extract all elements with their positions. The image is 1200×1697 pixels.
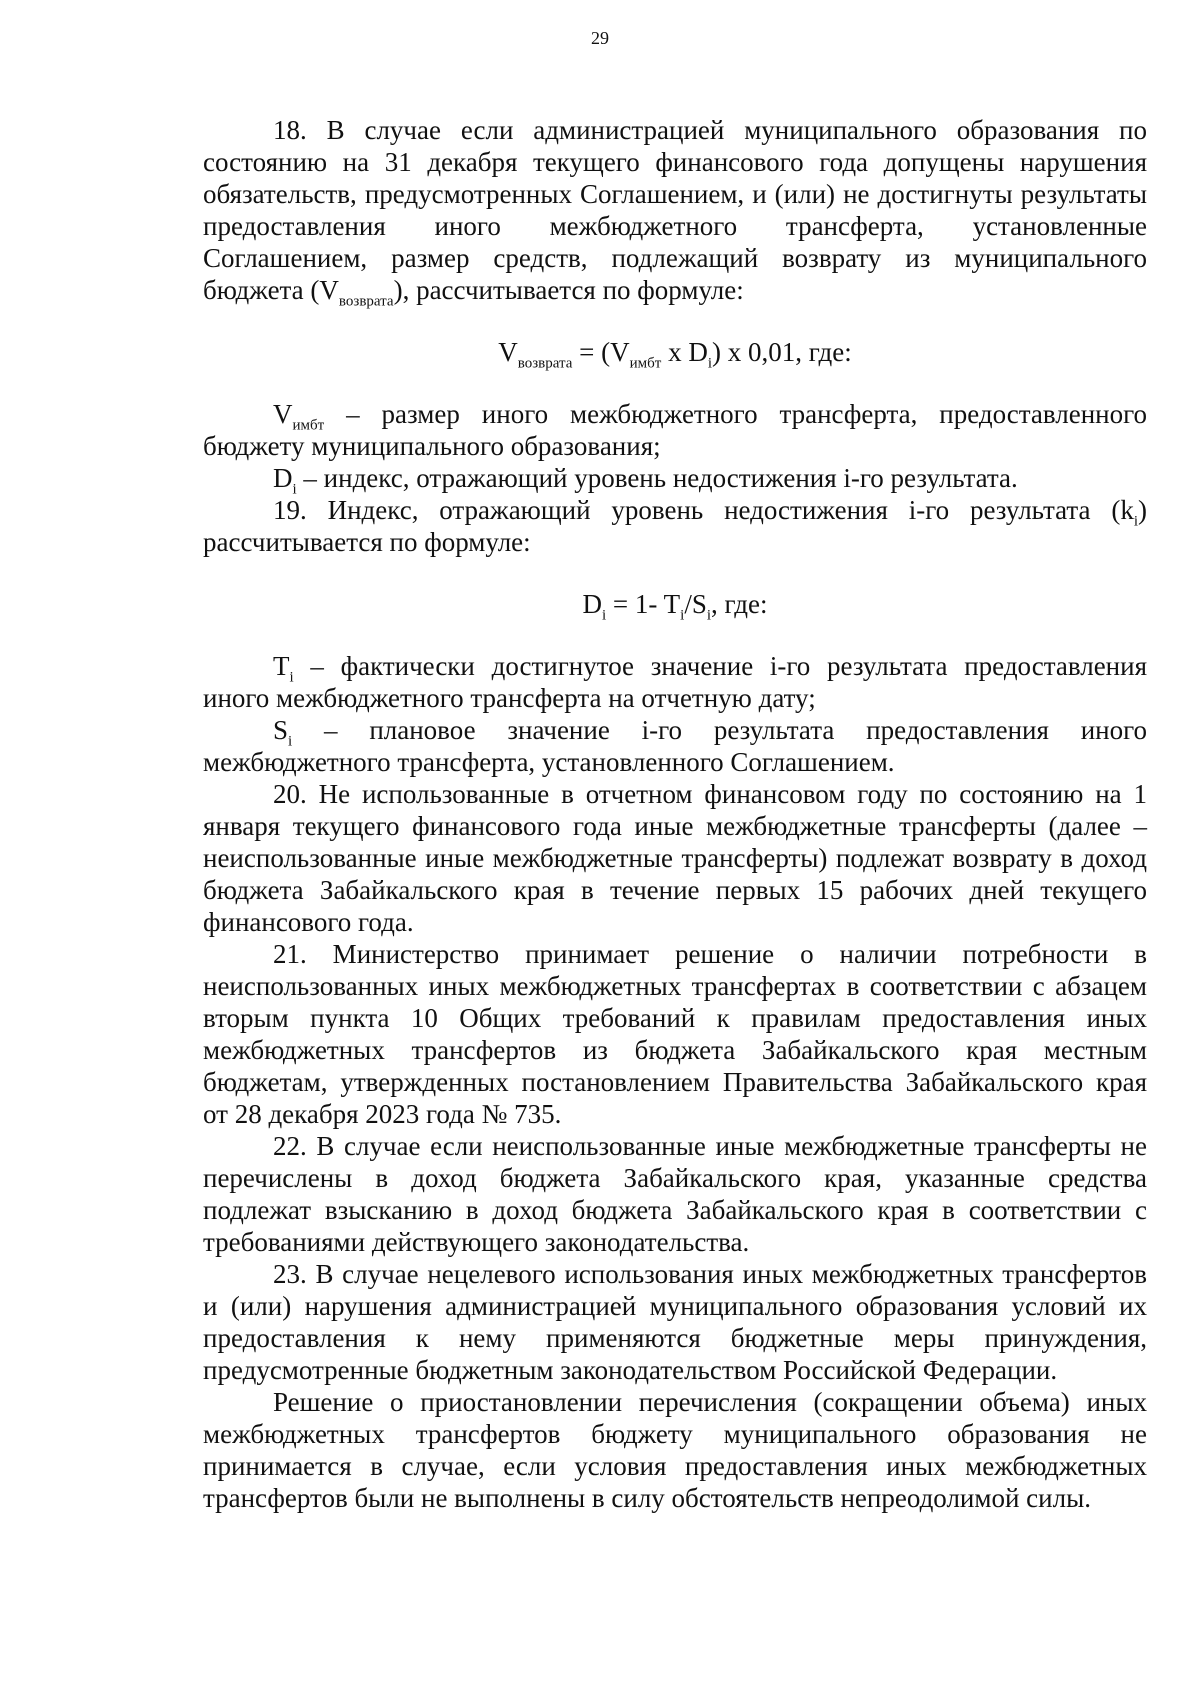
formula-part: = 1- T (606, 589, 681, 619)
formula-part: = (V (572, 337, 630, 367)
definition-text: – плановое значение i-го результата предоставления иного межбюджетного трансферта, установленного Соглашением. (203, 715, 1147, 777)
p18-text: 18. В случае если администрацией муниципального образования по состоянию на 31 декабря текущего финансового года допущены нарушения обязательств, предусмотренных Соглашением, и (или) не достигнуты результаты предоставления иного межбюджетного трансферта, установленные Соглашением, размер средств, подлежащий возврату из муниципального бюджета (V (203, 115, 1147, 305)
formula-subscript: i (602, 607, 607, 624)
definition-text: – фактически достигнутое значение i-го результата предоставления иного межбюджетного трансферта на отчетную дату; (203, 651, 1147, 713)
definition-si (203, 714, 1147, 778)
document-body (203, 114, 1147, 1514)
paragraph-decision: Решение о приостановлении перечисления (сокращении объема) иных межбюджетных трансфертов бюджету муниципального образования не принимается в случае, если условия предоставления иных межбюджетных трансфертов были не выполнены в силу обстоятельств непреодолимой силы. (203, 1387, 1147, 1513)
formula-subscript: i (706, 607, 712, 624)
formula-subscript: имбт (629, 355, 662, 372)
definition-subscript: i (288, 733, 293, 750)
definition-subscript: i (289, 669, 294, 686)
paragraph-22: 22. В случае если неиспользованные иные межбюджетные трансферты не перечислены в доход бюджета Забайкальского края, указанные средства подлежат взысканию в доход бюджета Забайкальского края в соответствии с требованиями действующего законодательства. (203, 1131, 1147, 1257)
p19-text-end: ) рассчитывается по формуле: (203, 495, 1147, 557)
formula-subscript: возврата (517, 355, 573, 372)
formula-return-amount (203, 336, 1147, 372)
definition-di (203, 462, 1147, 498)
page-number: 29 (591, 28, 609, 48)
formula-subscript: i (707, 355, 713, 372)
definition-text: – размер иного межбюджетного трансферта, предоставленного бюджету муниципального образования; (203, 399, 1147, 461)
definition-text: – индекс, отражающий уровень недостижения i-го результата. (296, 463, 1018, 493)
formula-part: x D (661, 337, 708, 367)
paragraph-20: 20. Не использованные в отчетном финансовом году по состоянию на 1 января текущего финансового года иные межбюджетные трансферты (далее – неиспользованные иные межбюджетные трансферты) подлежат возврату в доход бюджета Забайкальского края в течение первых 15 рабочих дней текущего финансового года. (203, 779, 1147, 937)
paragraph-18 (203, 114, 1147, 310)
p19-subscript: i (1133, 513, 1138, 530)
formula-symbol: V (498, 337, 518, 367)
formula-part: , где: (711, 589, 768, 619)
formula-symbol: D (582, 589, 602, 619)
p18-text-end: ), рассчитывается по формуле: (393, 275, 744, 305)
formula-part: /S (684, 589, 707, 619)
definition-ti (203, 650, 1147, 714)
formula-subscript: i (680, 607, 685, 624)
definition-symbol: T (273, 651, 290, 681)
formula-part: ) x 0,01, где: (712, 337, 852, 367)
paragraph-19 (203, 494, 1147, 558)
definition-symbol: D (273, 463, 293, 493)
definition-vimbt (203, 398, 1147, 462)
paragraph-23: 23. В случае нецелевого использования иных межбюджетных трансфертов и (или) нарушения администрацией муниципального образования условий их предоставления к нему применяются бюджетные меры принуждения, предусмотренные бюджетным законодательством Российской Федерации. (203, 1259, 1147, 1385)
p19-text: 19. Индекс, отражающий уровень недостижения i-го результата (k (273, 495, 1134, 525)
formula-index (203, 588, 1147, 624)
paragraph-21: 21. Министерство принимает решение о наличии потребности в неиспользованных иных межбюджетных трансфертах в соответствии с абзацем вторым пункта 10 Общих требований к правилам предоставления иных межбюджетных трансфертов из бюджета Забайкальского края местным бюджетам, утвержденных постановлением Правительства Забайкальского края от 28 декабря 2023 года № 735. (203, 939, 1147, 1129)
p18-subscript: возврата (338, 293, 394, 310)
definition-subscript: имбт (292, 417, 325, 434)
definition-subscript: i (292, 481, 297, 498)
definition-symbol: S (273, 715, 289, 745)
definition-symbol: V (273, 399, 293, 429)
